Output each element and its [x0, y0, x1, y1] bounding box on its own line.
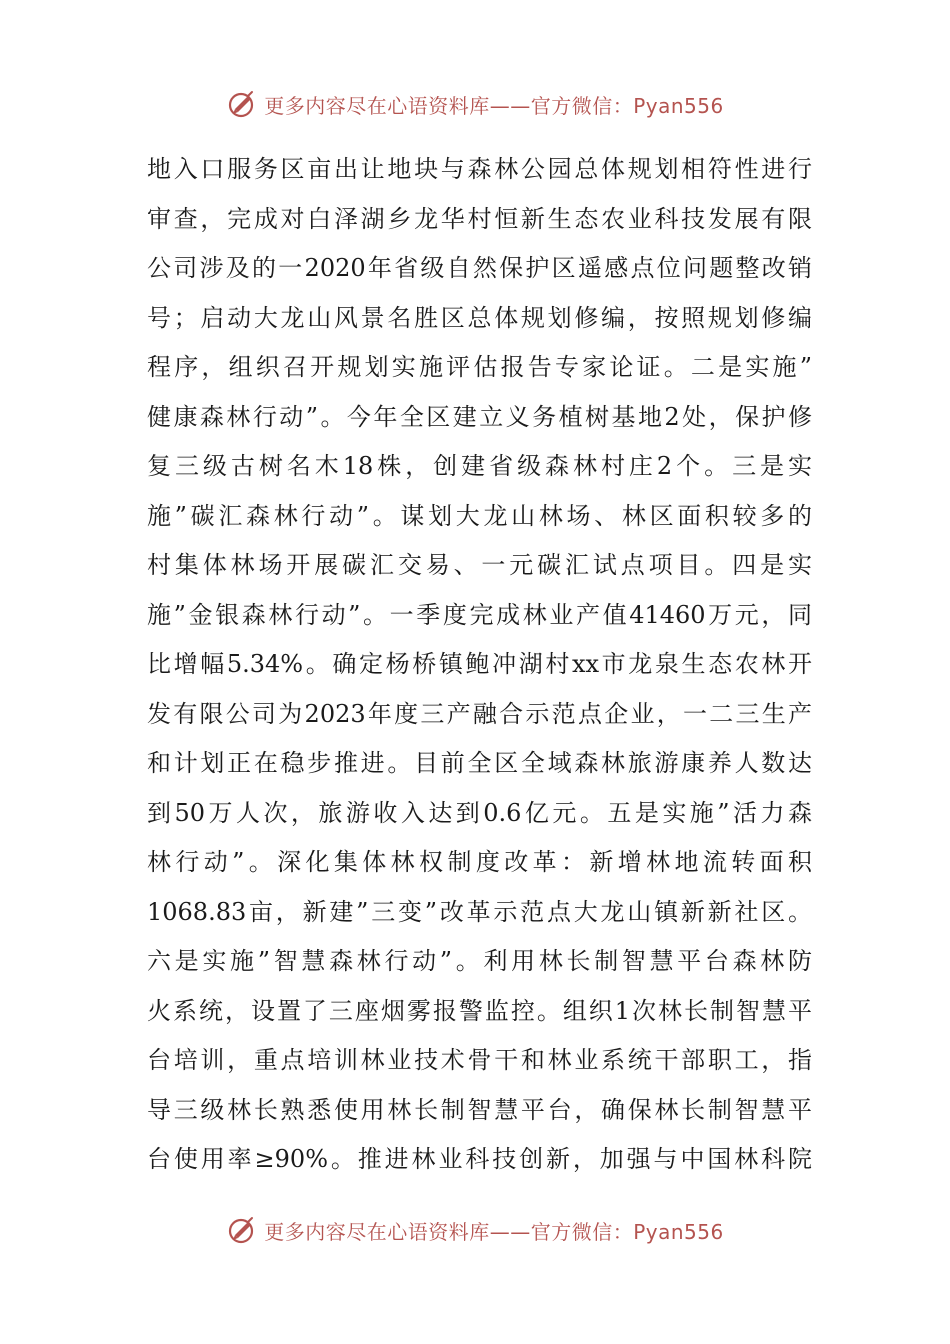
text-line: 号；启动大龙山风景名胜区总体规划修编，按照规划修编 — [147, 303, 812, 332]
header-watermark — [0, 84, 950, 124]
pen-circle-logo-icon — [226, 88, 258, 120]
text-line: 火系统，设置了三座烟雾报警监控。组织1次林长制智慧平 — [147, 996, 812, 1025]
text-line: 林行动”。深化集体林权制度改革：新增林地流转面积 — [147, 848, 812, 876]
text-line: 发有限公司为2023年度三产融合示范点企业，一二三生产 — [147, 699, 812, 728]
text-line: 到50万人次，旅游收入达到0.6亿元。五是实施”活力森 — [147, 798, 812, 827]
text-line: 和计划正在稳步推进。目前全区全域森林旅游康养人数达 — [147, 749, 812, 777]
text-line: 台培训，重点培训林业技术骨干和林业系统干部职工，指 — [147, 1046, 812, 1074]
text-line: 比增幅5.34%。确定杨桥镇鲍冲湖村xx市龙泉生态农林开 — [147, 650, 812, 678]
text-line: 施”碳汇森林行动”。谋划大龙山林场、林区面积较多的 — [147, 501, 812, 530]
footer-watermark — [0, 1210, 950, 1250]
text-line: 复三级古树名木18株，创建省级森林村庄2个。三是实 — [147, 452, 812, 480]
text-line: 村集体林场开展碳汇交易、一元碳汇试点项目。四是实 — [147, 551, 812, 579]
text-line: 导三级林长熟悉使用林长制智慧平台，确保林长制智慧平 — [147, 1095, 812, 1124]
document-body — [147, 145, 812, 1185]
text-line: 台使用率≥90%。推进林业科技创新，加强与中国林科院 — [147, 1145, 812, 1173]
text-line: 1068.83亩，新建”三变”改革示范点大龙山镇新新社区。 — [147, 897, 812, 926]
text-line: 健康森林行动”。今年全区建立义务植树基地2处，保护修 — [147, 402, 812, 431]
header-watermark-text: 更多内容尽在心语资料库——官方微信：Pyan556 — [264, 93, 724, 118]
text-line: 施”金银森林行动”。一季度完成林业产值41460万元，同 — [147, 600, 812, 629]
text-line: 公司涉及的一2020年省级自然保护区遥感点位问题整改销 — [147, 254, 812, 282]
text-line: 审查，完成对白泽湖乡龙华村恒新生态农业科技发展有限 — [147, 204, 812, 233]
pen-circle-logo-icon — [226, 1214, 258, 1246]
footer-watermark-text: 更多内容尽在心语资料库——官方微信：Pyan556 — [264, 1219, 724, 1244]
text-line: 程序，组织召开规划实施评估报告专家论证。二是实施” — [147, 353, 812, 381]
text-line: 地入口服务区亩出让地块与森林公园总体规划相符性进行 — [147, 155, 812, 183]
text-line: 六是实施”智慧森林行动”。利用林长制智慧平台森林防 — [147, 947, 812, 975]
